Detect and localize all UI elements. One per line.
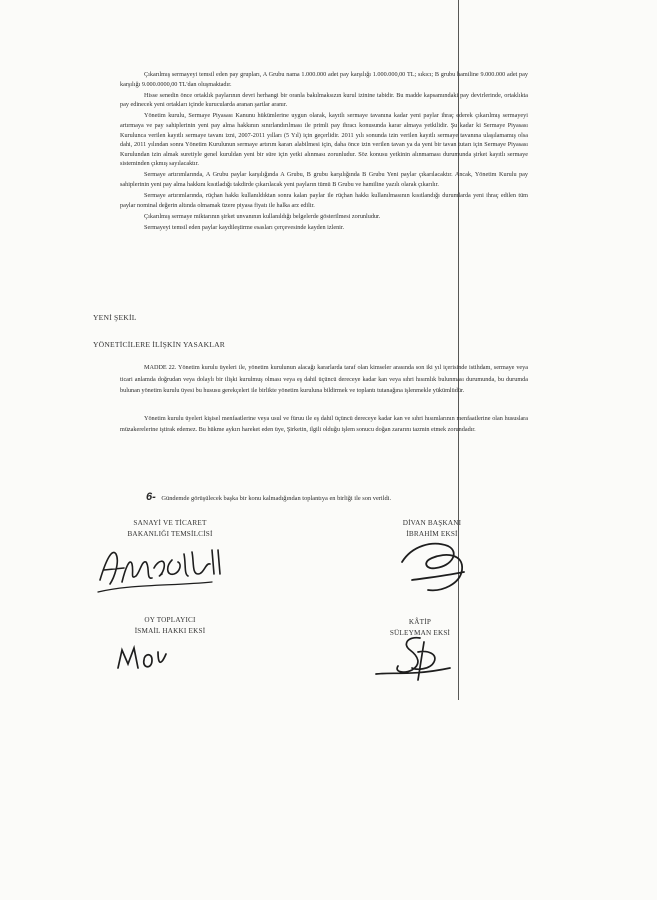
signatory-name: SÜLEYMAN EKSİ [389,629,451,637]
article-paragraph: MADDE 22. Yönetim kurulu üyeleri ile, yönetim kurulunun alacağı kararlarda taraf olan kimseler arasında son iki yıl içerisinde istihdam, sermaye veya ticari anlamda doğrudan veya dolaylı bir ilişki kurulmuş olması veya eş dahil üçüncü dereceye kadar kan veya sıhri hısımlık bulunması durumunda, bu durumda bulunan yönetim kurulu üyesi bu hususu gerekçeleri ile birlikte yönetim kuruluna bildirmek ve toplantı tutanağına işlenmekle yükümlüdür. [120,364,528,394]
signature-clerk [368,632,458,692]
signatory-name: İSMAİL HAKKI EKSİ [134,627,206,635]
signatory-ministry [100,518,240,540]
closing-text: Gündemde görüşülecek başka bir konu kalmadığından toplantıya en birliği ile son verildi. [161,495,392,502]
new-form-label: YENİ ŞEKİL [93,313,137,322]
old-text-paragraph: Çıkarılmış sermayeyi temsil eden pay grupları, A Grubu nama 1.000.000 adet pay karşılığı 1.000.000,00 TL; sıkıcı; B grubu hamiline 9.000.000 adet pay karşılığı 9.000.0000,00 TL'dan oluşmaktadır. [120,71,528,88]
signatory-title: SANAYİ VE TİCARET [133,519,207,527]
old-text-paragraph: Hisse senedin önce ortaklık paylarının devri herhangi bir oranla bakılmaksızın kurul izinine tabidir. Bu madde kapsamındaki pay devirlerinde, ortaklıkta pay edinecek yeni ortakları içinde kurucularda aranan şartlar aranır. [120,91,528,109]
signatory-vote-counter [100,615,240,637]
signatory-name: İBRAHİM EKSİ [406,530,458,538]
old-text-block [120,70,528,234]
signatory-title: KÂTİP [408,618,432,626]
article-paragraph: Yönetim kurulu üyeleri kişisel menfaatlerine veya usul ve füruu ile eş dahil üçüncü dereceye kadar kan ve sıhri hısımlarının menfaatlerine olan hususlara müzakerelerine iştirak edemez. Bu hükme aykırı hareket eden üye, Şirketin, ilgili olduğu işlem sonucu doğan zararını tazmin etmek zorundadır. [120,414,528,433]
signature-ministry [92,540,242,596]
signatory-name: BAKANLIĞI TEMSİLCİSİ [127,530,213,538]
section-heading: YÖNETİCİLERE İLİŞKİN YASAKLAR [93,340,226,349]
signature-vote-counter [112,640,172,676]
old-text-paragraph: Sermayeyi temsil eden paylar kaydileştirme esasları çerçevesinde kayden izlenir. [144,223,345,231]
agenda-item-number: 6- [146,491,156,503]
signature-chair [392,532,482,602]
article-block [120,362,528,437]
old-text-paragraph: Çıkarılmış sermaye miktarının şirket unvanının kullanıldığı belgelerde gösterilmesi zorunludur. [144,212,381,220]
signatory-title: OY TOPLAYICI [144,616,196,624]
old-text-paragraph: Sermaye artırımlarında, rüçhan hakkı kullanıldıktan sonra kalan paylar ile rüçhan hakkı kullanılmasının kısıtlandığı durumlarda yeni ihraç edilen tüm paylar nominal değerin altında olmamak üzere piyasa fiyatı ile halka arz edilir. [120,192,528,209]
signatory-title: DİVAN BAŞKANI [402,519,462,527]
closing-statement [146,493,506,503]
old-text-paragraph: Yönetim kurulu, Sermaye Piyasası Kanunu hükümlerine uygun olarak, kayıtlı sermaye tavanına kadar yeni paylar ihraç ederek çıkarılmış sermayeyi artırmaya ve pay sahiplerinin yeni pay alma hakkının sınırlandırılması ile primli pay ihracı konusunda karar almaya yetkilidir. Şu kadar ki Sermaye Piyasası Kurulunca verilen kayıtlı sermaye tavanı izni, 2007-2011 yılları (5 Yıl) için geçerlidir. 2011 yılı sonunda izin verilen kayıtlı sermaye tavanına ulaşılamamış olsa dahi, 2011 yılından sonra Yönetim Kurulunun sermaye artırım kararı alabilmesi için, daha önce izin verilen tavan ya da yeni bir tavan tutarı için Sermaye Piyasası Kurulundan izin almak suretiyle genel kuruldan yeni bir süre için yetki alınması zorunludur. Söz konusu yetkinin alınmaması durumunda şirket kayıtlı sermaye sisteminden çıkmış sayılacaktır. [120,112,528,168]
old-text-paragraph: Sermaye artırımlarında, A Grubu paylar karşılığında A Grubu, B grubu karşılığında B Grubu Yeni paylar çıkarılacaktır. Ancak, Yönetim Kurulu pay sahiplerinin yeni pay alma hakkını kısıtladığı takdirde çıkarılacak yeni payların tümü B Grubu ve hamiline yazılı olarak çıkarılır. [120,171,528,189]
